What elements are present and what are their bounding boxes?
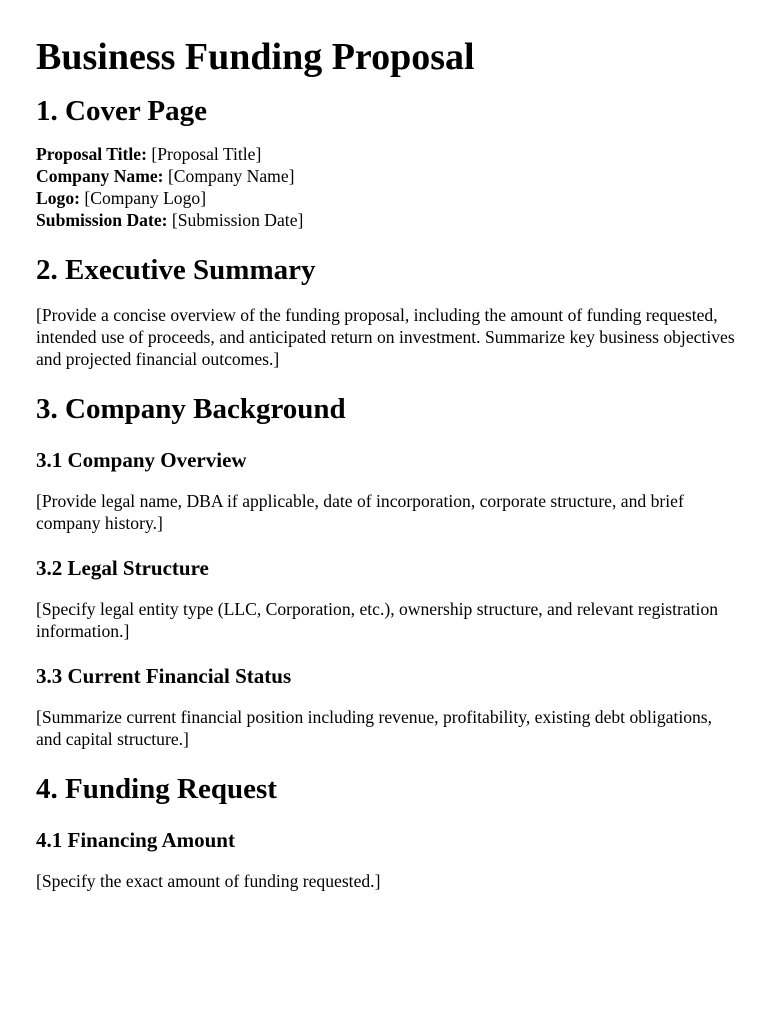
financing-amount-body: [Specify the exact amount of funding requested.] [36,871,381,891]
company-overview-body: [Provide legal name, DBA if applicable, date of incorporation, corporate structure, and brief company history.] [36,491,684,533]
proposal-title-label: Proposal Title: [36,144,147,164]
section-heading-executive-summary: 2. Executive Summary [36,254,316,286]
section-heading-cover-page: 1. Cover Page [36,95,207,127]
executive-summary-body: [Provide a concise overview of the funding proposal, including the amount of funding requested, intended use of proceeds, and anticipated return on investment. Summarize key business objectives and projected financial outcomes.] [36,305,735,369]
company-name-row [36,165,770,187]
subsection-heading-company-overview: 3.1 Company Overview [36,448,247,472]
logo-value: [Company Logo] [84,188,207,208]
submission-date-row [36,209,770,231]
cover-page-fields [36,143,770,231]
section-heading-company-background: 3. Company Background [36,393,346,425]
subsection-heading-financing-amount: 4.1 Financing Amount [36,828,235,852]
company-name-label: Company Name: [36,166,164,186]
subsection-heading-legal-structure: 3.2 Legal Structure [36,556,209,580]
legal-structure-body: [Specify legal entity type (LLC, Corporation, etc.), ownership structure, and relevant registration information.] [36,599,719,641]
subsection-heading-current-financial-status: 3.3 Current Financial Status [36,664,292,688]
document-title: Business Funding Proposal [36,36,475,78]
proposal-title-value: [Proposal Title] [151,144,262,164]
logo-label: Logo: [36,188,80,208]
current-financial-status-body: [Summarize current financial position including revenue, profitability, existing debt obligations, and capital structure.] [36,707,713,749]
proposal-title-row [36,143,770,165]
submission-date-value: [Submission Date] [171,210,304,230]
section-heading-funding-request: 4. Funding Request [36,773,277,805]
company-name-value: [Company Name] [167,166,295,186]
submission-date-label: Submission Date: [36,210,168,230]
logo-row [36,187,770,209]
